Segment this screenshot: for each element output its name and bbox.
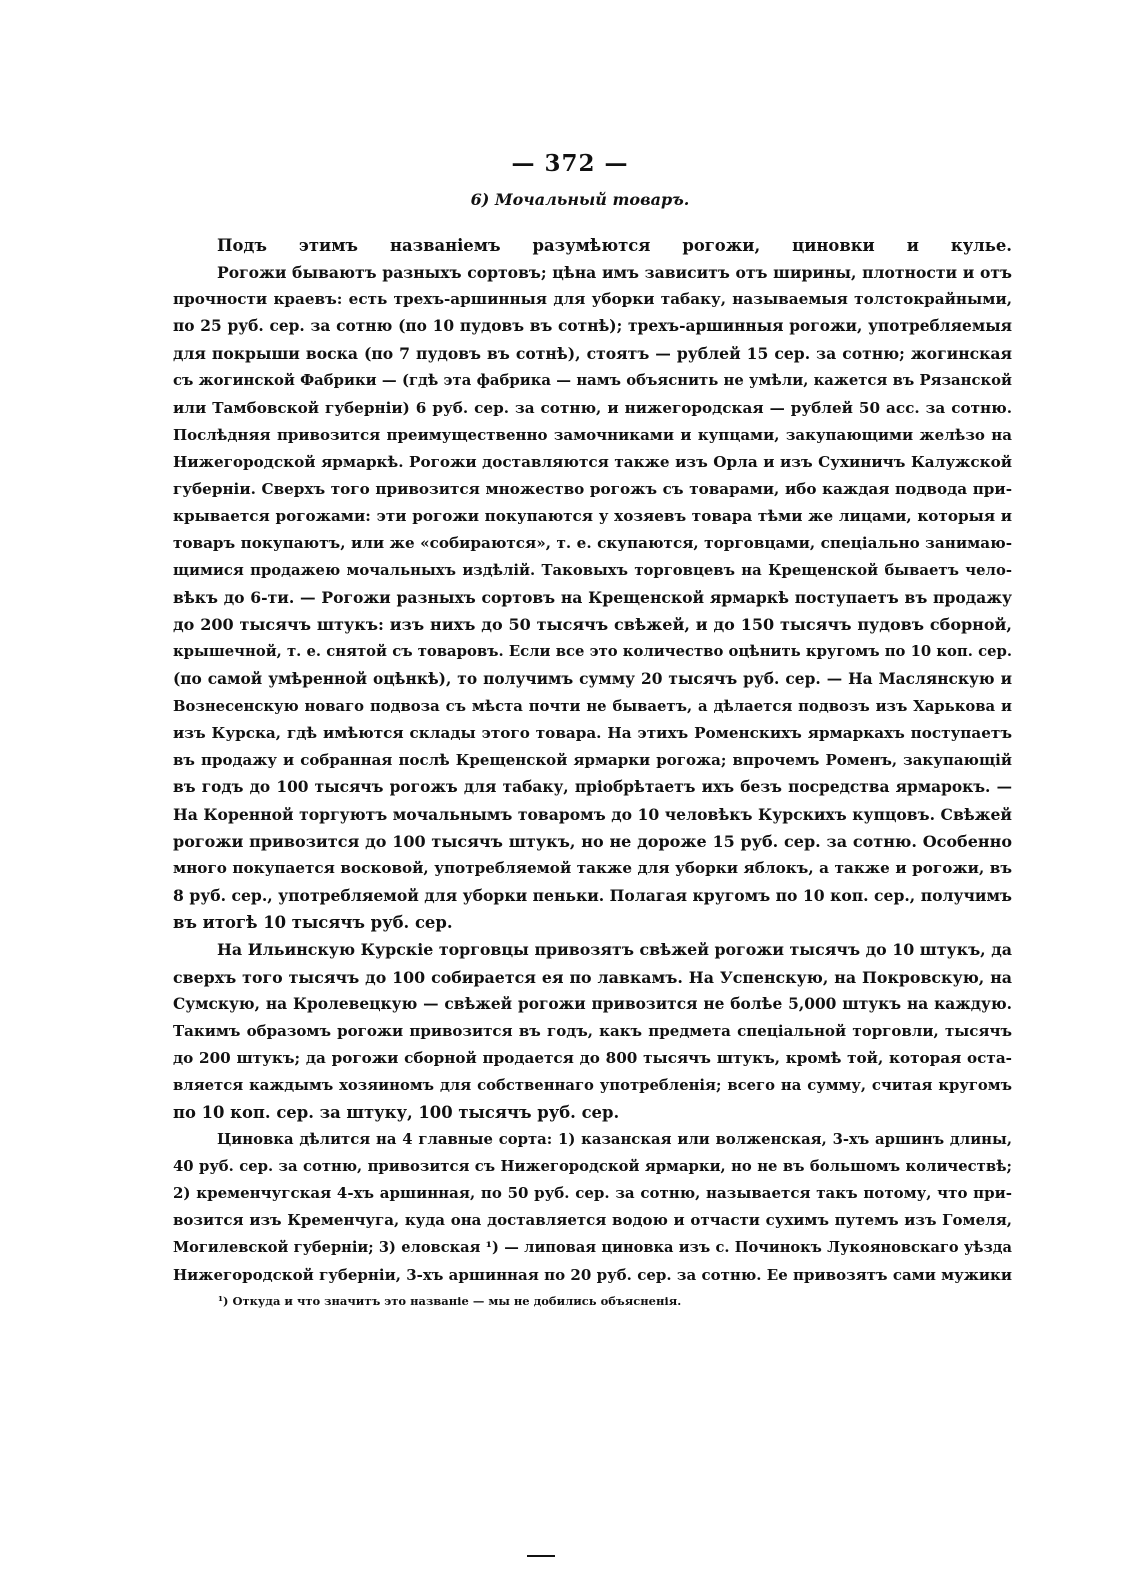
text-line: (по самой умѣренной оцѣнкѣ), то получимъ сумму 20 тысячъ руб. сер. — На Маслянскую и (173, 669, 1012, 688)
text-line: много покупается восковой, употребляемой также для уборки яблокъ, а также и рогожи, въ (173, 859, 1012, 878)
text-line: 40 руб. сер. за сотню, привозится съ Нижегородской ярмарки, но не въ большомъ количествѣ; (173, 1158, 1012, 1176)
text-line: вѣкъ до 6-ти. — Рогожи разныхъ сортовъ на Крещенской ярмаркѣ поступаетъ въ продажу (173, 588, 1012, 608)
text-line: въ годъ до 100 тысячъ рогожъ для табаку, пріобрѣтаетъ ихъ безъ посредства ярмарокъ. — (173, 777, 1012, 796)
text-line: Такимъ образомъ рогожи привозится въ годъ, какъ предмета спеціальной торговли, тысячъ (173, 1021, 1012, 1040)
text-line: въ итогѣ 10 тысячъ руб. сер. (173, 913, 453, 933)
text-line: Вознесенскую новаго подвоза съ мѣста почти не бываетъ, а дѣлается подвозъ изъ Харькова и (173, 697, 1012, 715)
text-line: до 200 штукъ; да рогожи сборной продается до 800 тысячъ штукъ, кромѣ той, которая оста- (173, 1048, 1012, 1067)
text-line: товаръ покупаютъ, или же «собираются», т. е. скупаются, торговцами, спеціально занимаю- (173, 534, 1012, 553)
text-line: съ жогинской Фабрики — (гдѣ эта фабрика — намъ объяснить не умѣли, кажется въ Рязанской (173, 372, 1012, 390)
text-line: для покрыши воска (по 7 пудовъ въ сотнѣ), стоятъ — рублей 15 сер. за сотню; жогинская (173, 344, 1012, 364)
text-line: или Тамбовской губерніи) 6 руб. сер. за сотню, и нижегородская — рублей 50 асс. за сотню. (173, 398, 1012, 417)
text-line: губерніи. Сверхъ того привозится множество рогожъ съ товарами, ибо каждая подвода при- (173, 479, 1012, 498)
footnote: ¹) Откуда и что значитъ это названіе — мы не добились объясненія. (218, 1294, 682, 1308)
text-line: щимися продажею мочальныхъ издѣлій. Таковыхъ торговцевъ на Крещенской бываетъ чело- (173, 562, 1012, 580)
text-line: Рогожи бываютъ разныхъ сортовъ; цѣна имъ зависитъ отъ ширины, плотности и отъ (217, 263, 1012, 283)
bottom-rule (527, 1555, 555, 1557)
text-line: по 10 коп. сер. за штуку, 100 тысячъ руб. сер. (173, 1103, 620, 1122)
text-line: крывается рогожами: эти рогожи покупаются у хозяевъ товара тѣми же лицами, которыя и (173, 506, 1012, 525)
text-line: Циновка дѣлится на 4 главные сорта: 1) казанская или волженская, 3-хъ аршинъ длины, (217, 1131, 1012, 1149)
body-text (173, 232, 1012, 1289)
text-line: На Ильинскую Курскіе торговцы привозятъ свѣжей рогожи тысячъ до 10 штукъ, да (217, 940, 1012, 960)
text-line: крышечной, т. е. снятой съ товаровъ. Если все это количество оцѣнить кругомъ по 10 коп. сер. (173, 643, 1012, 661)
text-line: Подъ этимъ названіемъ разумѣются рогожи, циновки и кулье. (217, 236, 1012, 255)
text-line: Нижегородской губерніи, 3-хъ аршинная по 20 руб. сер. за сотню. Ее привозятъ сами мужики (173, 1265, 1012, 1284)
text-line: возится изъ Кременчуга, куда она доставляется водою и отчасти сухимъ путемъ изъ Гомеля, (173, 1211, 1012, 1230)
text-line: прочности краевъ: есть трехъ-аршинныя для уборки табаку, называемыя толстокрайными, (173, 290, 1012, 309)
page-number: — 372 — (511, 150, 629, 177)
text-line: въ продажу и собранная послѣ Крещенской ярмарки рогожа; впрочемъ Роменъ, закупающій (173, 750, 1012, 769)
text-line: Нижегородской ярмаркѣ. Рогожи доставляются также изъ Орла и изъ Сухиничъ Калужской (173, 452, 1012, 471)
text-line: рогожи привозится до 100 тысячъ штукъ, но не дороже 15 руб. сер. за сотню. Особенно (173, 832, 1012, 852)
text-line: Могилевской губерніи; 3) еловская ¹) — липовая циновка изъ с. Починокъ Лукояновскаго уѣзда (173, 1239, 1012, 1257)
text-line: На Коренной торгуютъ мочальнымъ товаромъ до 10 человѣкъ Курскихъ купцовъ. Свѣжей (173, 804, 1012, 824)
text-line: до 200 тысячъ штукъ: изъ нихъ до 50 тысячъ свѣжей, и до 150 тысячъ пудовъ сборной, (173, 615, 1012, 635)
text-line: изъ Курска, гдѣ имѣются склады этого товара. На этихъ Роменскихъ ярмаркахъ поступаетъ (173, 723, 1012, 742)
text-line: Сумскую, на Кролевецкую — свѣжей рогожи привозится не болѣе 5,000 штукъ на каждую. (173, 994, 1012, 1013)
text-line: сверхъ того тысячъ до 100 собирается ея по лавкамъ. На Успенскую, на Покровскую, на (173, 967, 1012, 987)
text-line: по 25 руб. сер. за сотню (по 10 пудовъ въ сотнѣ); трехъ-аршинныя рогожи, употребляемыя (173, 317, 1012, 336)
text-line: 2) кременчугская 4-хъ аршинная, по 50 руб. сер. за сотню, называется такъ потому, что при- (173, 1184, 1012, 1203)
text-line: вляется каждымъ хозяиномъ для собственнаго употребленія; всего на сумму, считая кругомъ (173, 1076, 1012, 1094)
text-line: 8 руб. сер., употребляемой для уборки пеньки. Полагая кругомъ по 10 коп. сер., получимъ (173, 886, 1012, 906)
section-heading: 6) Мочальный товаръ. (470, 190, 690, 209)
text-line: Послѣдняя привозится преимущественно замочниками и купцами, закупающими желѣзо на (173, 425, 1012, 444)
